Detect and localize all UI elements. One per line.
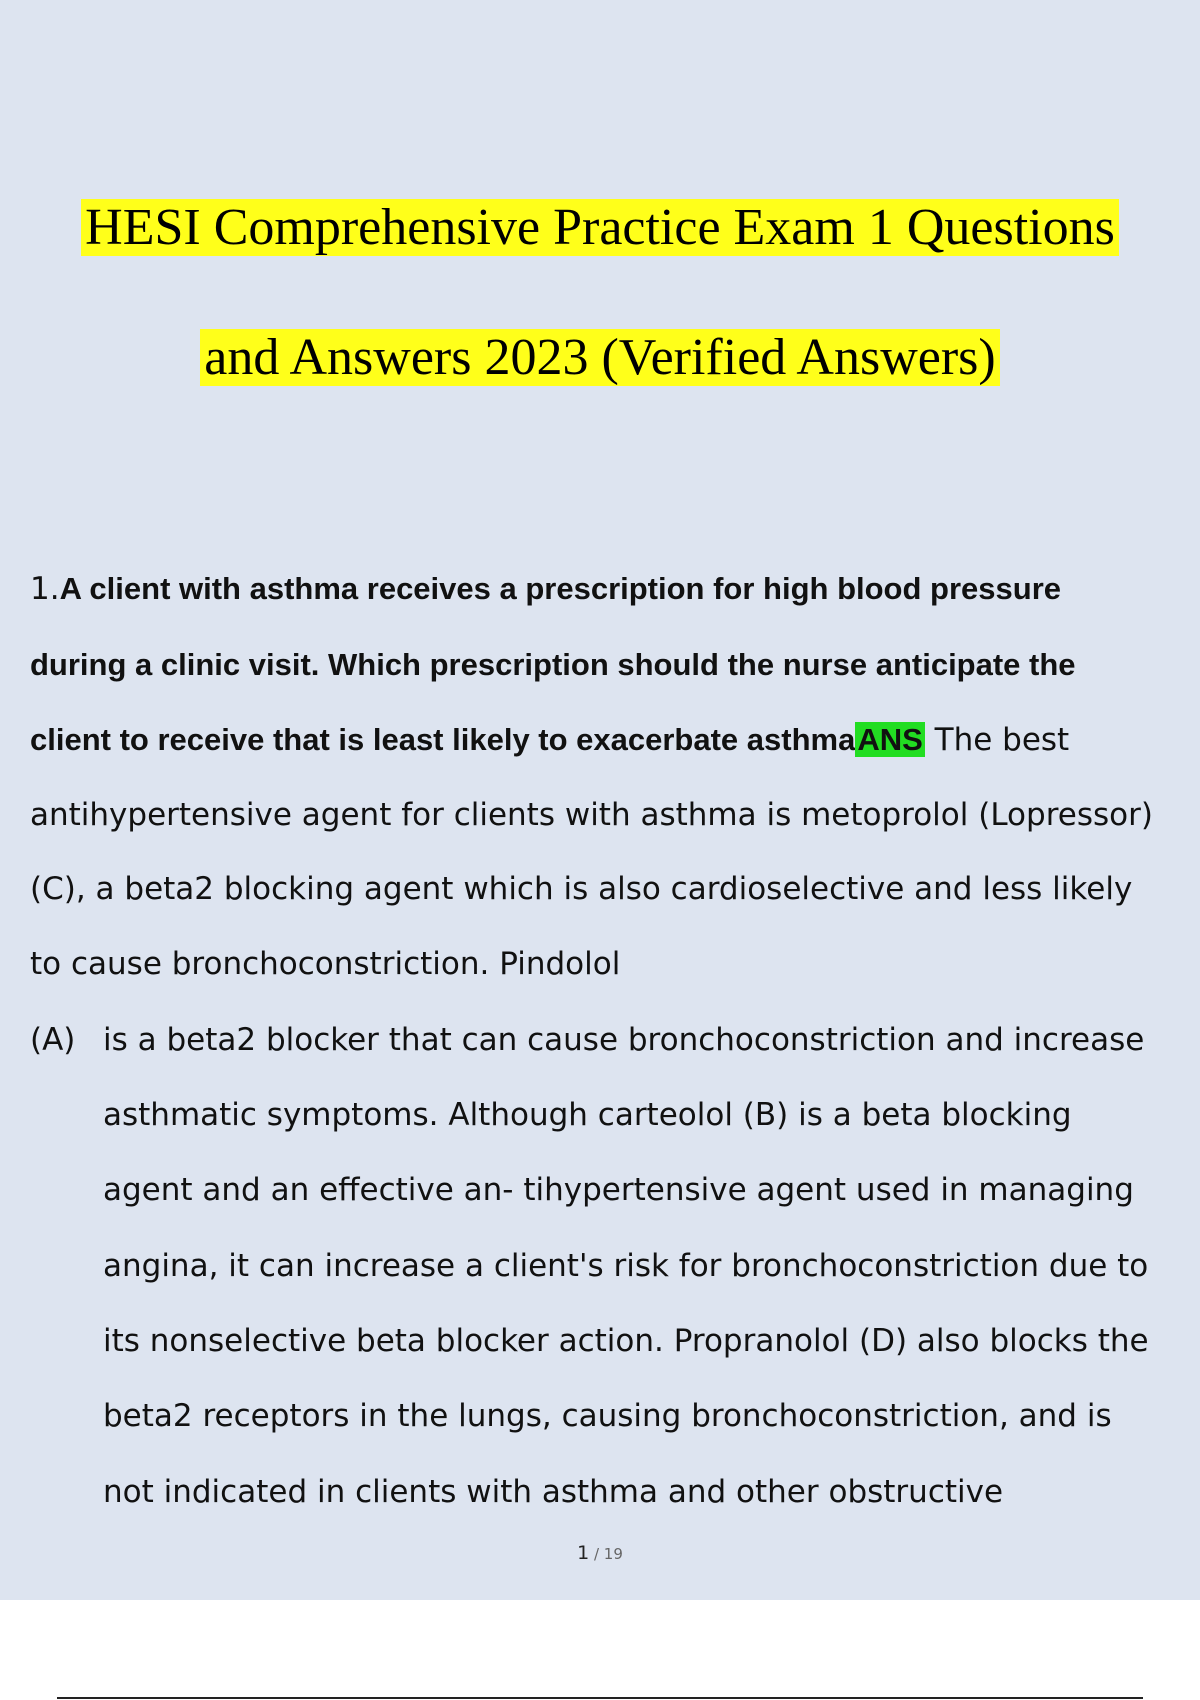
answer-text: (C), a beta2 blocking agent which is also cardioselective and less likely (30, 871, 1133, 907)
page-number (0, 1542, 1200, 1564)
page-current: 1 (577, 1542, 590, 1564)
option-label: (A) (30, 1022, 76, 1058)
option-line: agent and an effective an- tihypertensive agent used in managing (103, 1172, 1134, 1208)
answer-text: The best (924, 722, 1070, 758)
option-line: asthmatic symptoms. Although carteolol (B) is a beta blocking (103, 1097, 1072, 1133)
option-line: its nonselective beta blocker action. Propranolol (D) also blocks the (103, 1323, 1149, 1359)
title-highlight: HESI Comprehensive Practice Exam 1 Questions (81, 199, 1119, 256)
question-text: A client with asthma receives a prescription for high blood pressure (59, 571, 1062, 606)
page-total: / 19 (589, 1545, 623, 1563)
question-line-3 (30, 720, 1069, 760)
option-line: is a beta2 blocker that can cause bronchoconstriction and increase (103, 1022, 1145, 1058)
option-line: angina, it can increase a client's risk for bronchoconstriction due to (103, 1248, 1149, 1284)
answer-label-badge: ANS (857, 722, 923, 757)
answer-line-4 (30, 795, 1153, 835)
question-number: 1. (30, 571, 60, 607)
document-title-line-1 (0, 196, 1200, 260)
option-line: not indicated in clients with asthma and other obstructive (103, 1474, 1004, 1510)
question-line-1 (30, 569, 1061, 609)
answer-text: to cause bronchoconstriction. Pindolol (30, 946, 621, 982)
answer-line-6 (30, 944, 620, 984)
answer-line-5 (30, 869, 1132, 909)
title-highlight: and Answers 2023 (Verified Answers) (200, 329, 999, 386)
question-text: client to receive that is least likely to exacerbate asthma (30, 722, 856, 757)
option-line: beta2 receptors in the lungs, causing bronchoconstriction, and is (103, 1398, 1112, 1434)
question-line-2 (30, 645, 1076, 685)
answer-text: antihypertensive agent for clients with asthma is metoprolol (Lopressor) (30, 797, 1153, 833)
page-divider (57, 1697, 1143, 1699)
question-text: during a clinic visit. Which prescription should the nurse anticipate the (30, 647, 1076, 682)
document-title-line-2 (0, 326, 1200, 390)
